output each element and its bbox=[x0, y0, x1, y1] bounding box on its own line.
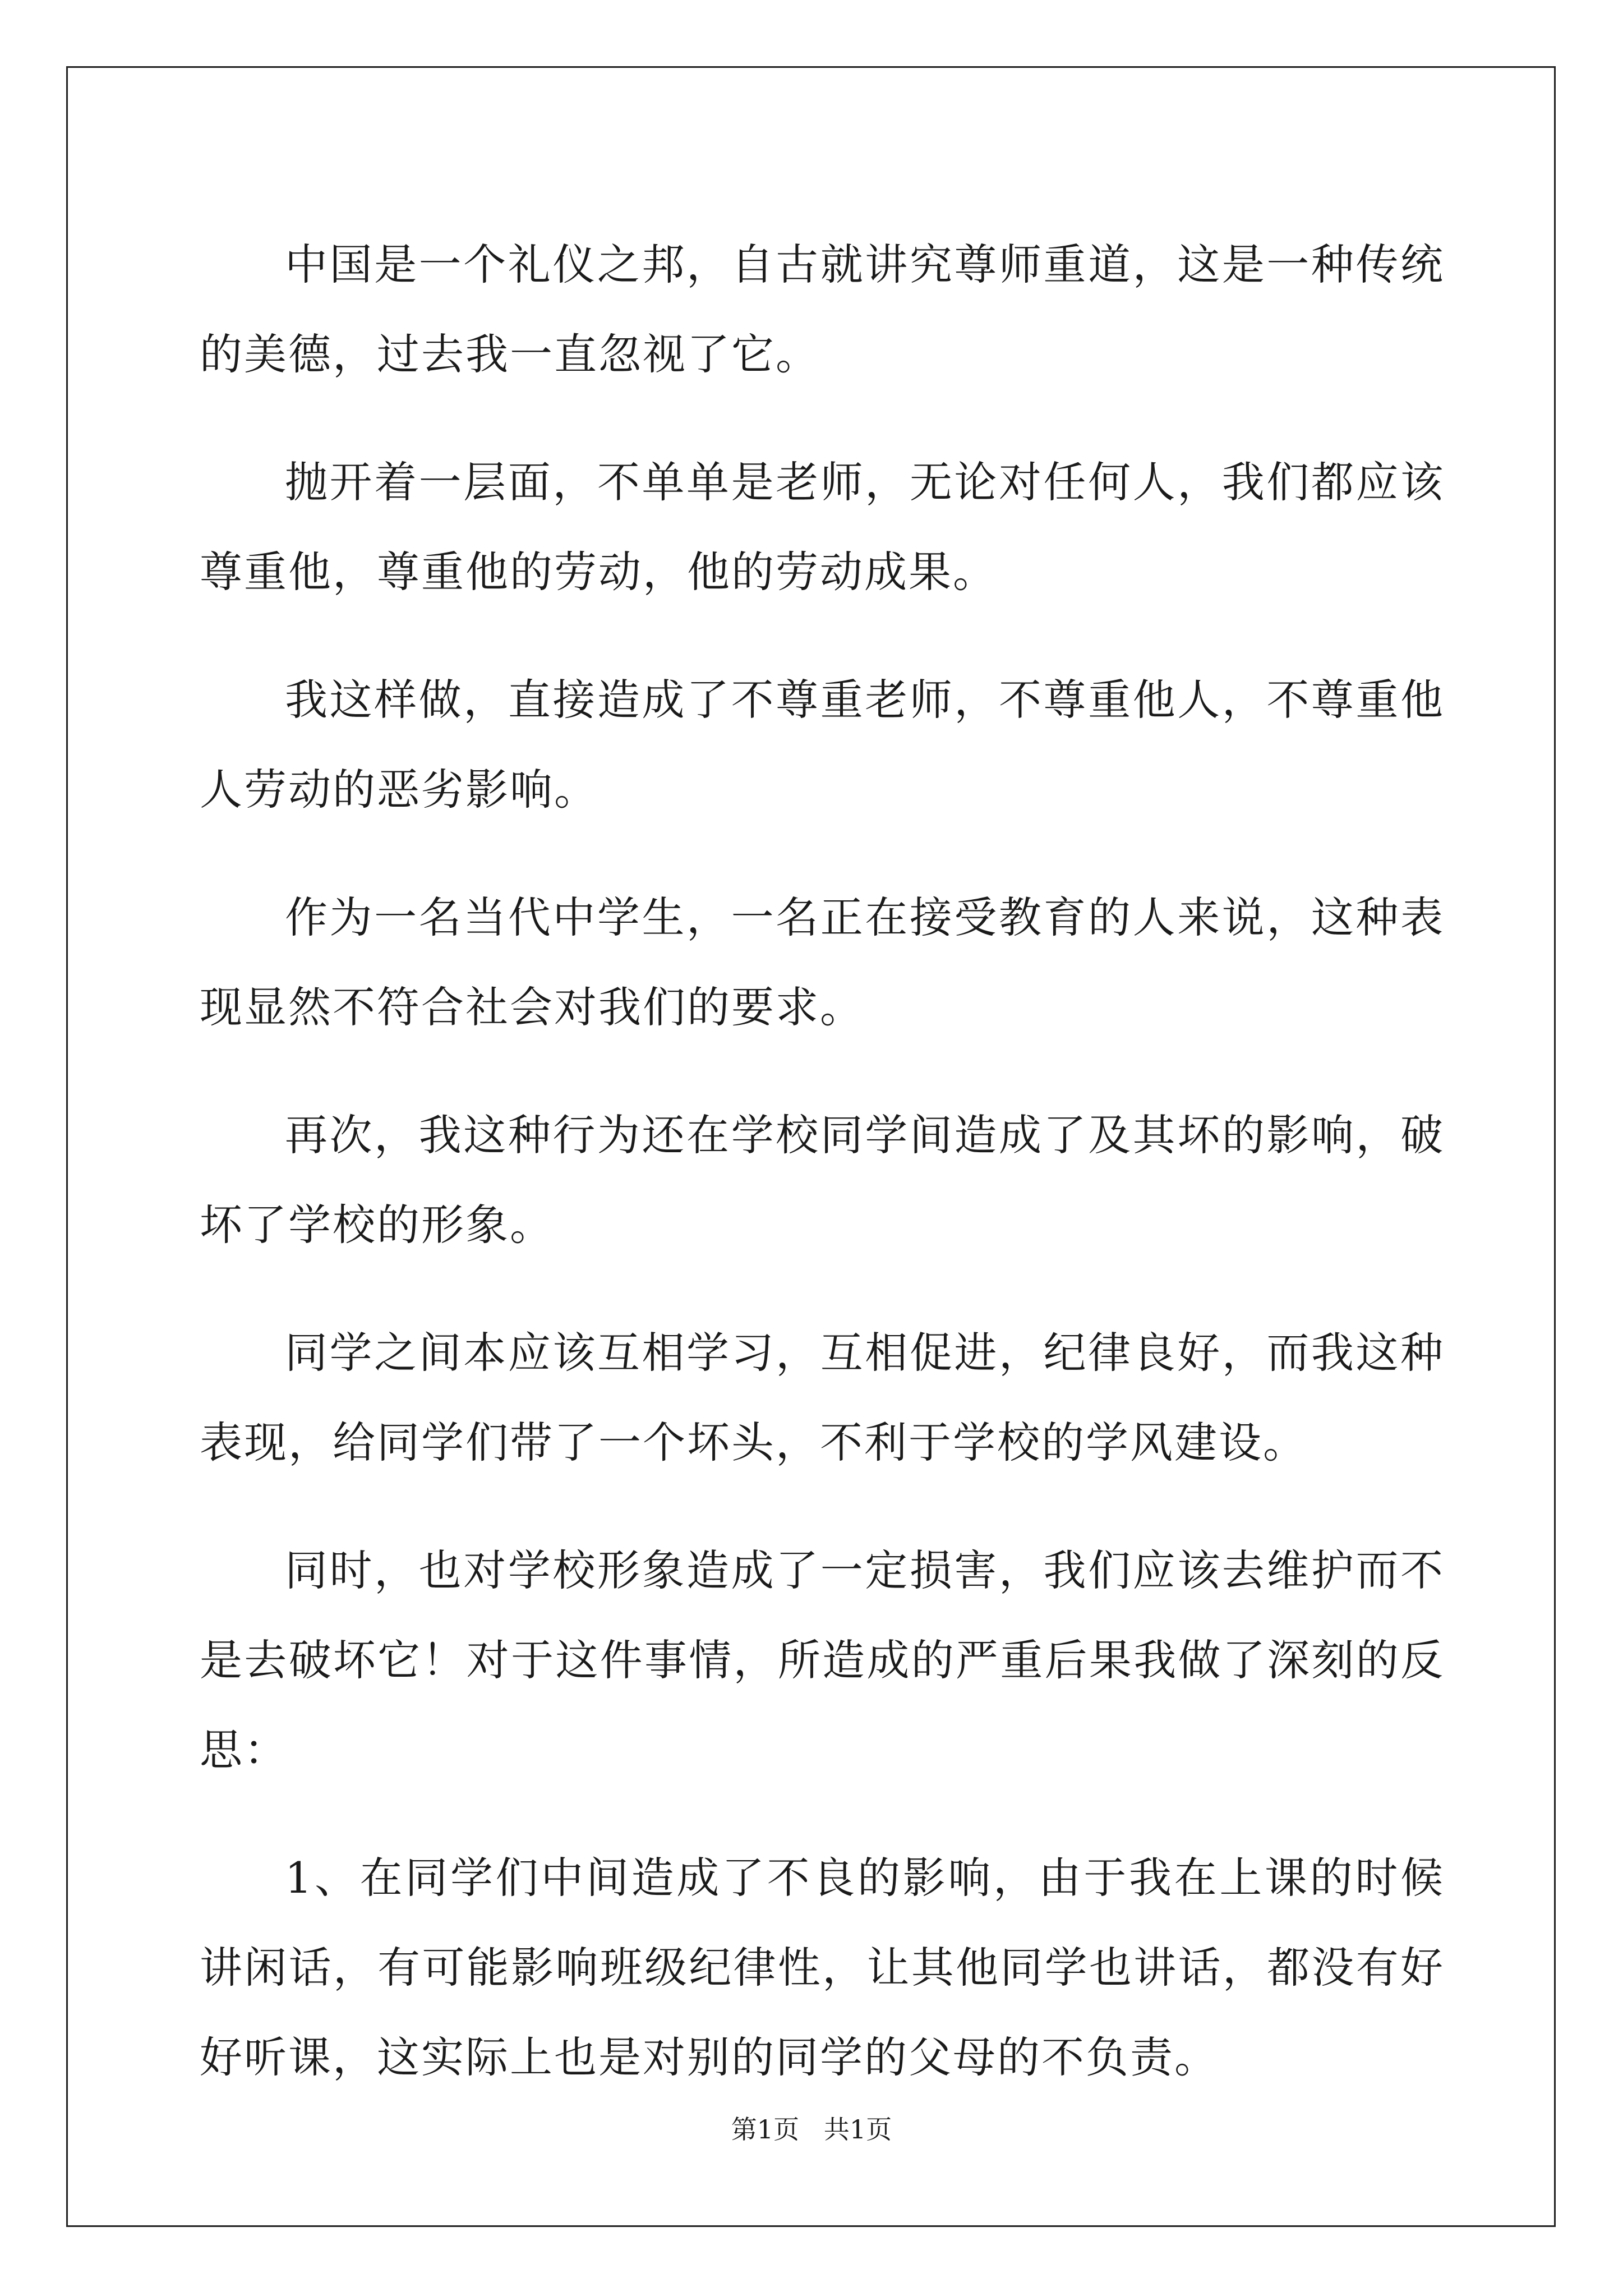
paragraph-7: 同时，也对学校形象造成了一定损害，我们应该去维护而不是去破坏它！对于这件事情，所造成的严重后果我做了深刻的反思： bbox=[200, 1545, 1445, 1775]
paragraph-1: 中国是一个礼仪之邦，自古就讲究尊师重道，这是一种传统的美德，过去我一直忽视了它。 bbox=[200, 240, 1445, 379]
paragraph-3: 我这样做，直接造成了不尊重老师，不尊重他人，不尊重他人劳动的恶劣影响。 bbox=[200, 675, 1445, 815]
document-body bbox=[200, 220, 1445, 2141]
paragraph-5: 再次，我这种行为还在学校同学间造成了及其坏的影响，破坏了学校的形象。 bbox=[200, 1110, 1445, 1250]
paragraph-6: 同学之间本应该互相学习，互相促进，纪律良好，而我这种表现，给同学们带了一个坏头，不利于学校的学风建设。 bbox=[200, 1328, 1445, 1467]
page-footer: 第1页 共1页 bbox=[731, 2114, 892, 2145]
paragraph-4: 作为一名当代中学生，一名正在接受教育的人来说，这种表现显然不符合社会对我们的要求。 bbox=[200, 892, 1445, 1032]
paragraph-8: 1、在同学们中间造成了不良的影响，由于我在上课的时候讲闲话，有可能影响班级纪律性，让其他同学也讲话，都没有好好听课，这实际上也是对别的同学的父母的不负责。 bbox=[200, 1853, 1445, 2082]
paragraph-2: 抛开着一层面，不单单是老师，无论对任何人，我们都应该尊重他，尊重他的劳动，他的劳动成果。 bbox=[200, 457, 1445, 597]
